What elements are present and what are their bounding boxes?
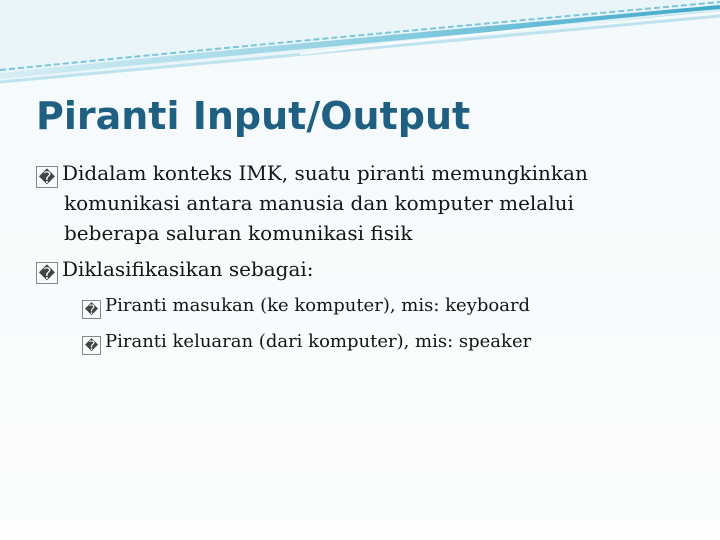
bullet-placeholder-icon: � (36, 262, 58, 284)
bullet-text-line: Diklasifikasikan sebagai: (62, 257, 314, 281)
bullet-text-line: Didalam konteks IMK, suatu piranti memungkinkan (62, 161, 588, 185)
sub-bullet-text: Piranti keluaran (dari komputer), mis: speaker (105, 331, 532, 352)
sub-bullet-item (82, 328, 682, 356)
bullet-placeholder-icon: � (36, 166, 58, 188)
bullet-item (36, 158, 676, 248)
slide-title: Piranti Input/Output (36, 94, 471, 138)
sub-bullet-item (82, 292, 682, 320)
bullet-text-line: komunikasi antara manusia dan komputer melalui (64, 191, 574, 215)
header-wave-decoration (0, 0, 720, 90)
bullet-text-line: beberapa saluran komunikasi fisik (64, 221, 413, 245)
bullet-item (36, 254, 676, 284)
sub-bullet-placeholder-icon: � (82, 300, 101, 319)
sub-bullet-text: Piranti masukan (ke komputer), mis: keyboard (105, 295, 531, 316)
sub-bullet-placeholder-icon: � (82, 336, 101, 355)
